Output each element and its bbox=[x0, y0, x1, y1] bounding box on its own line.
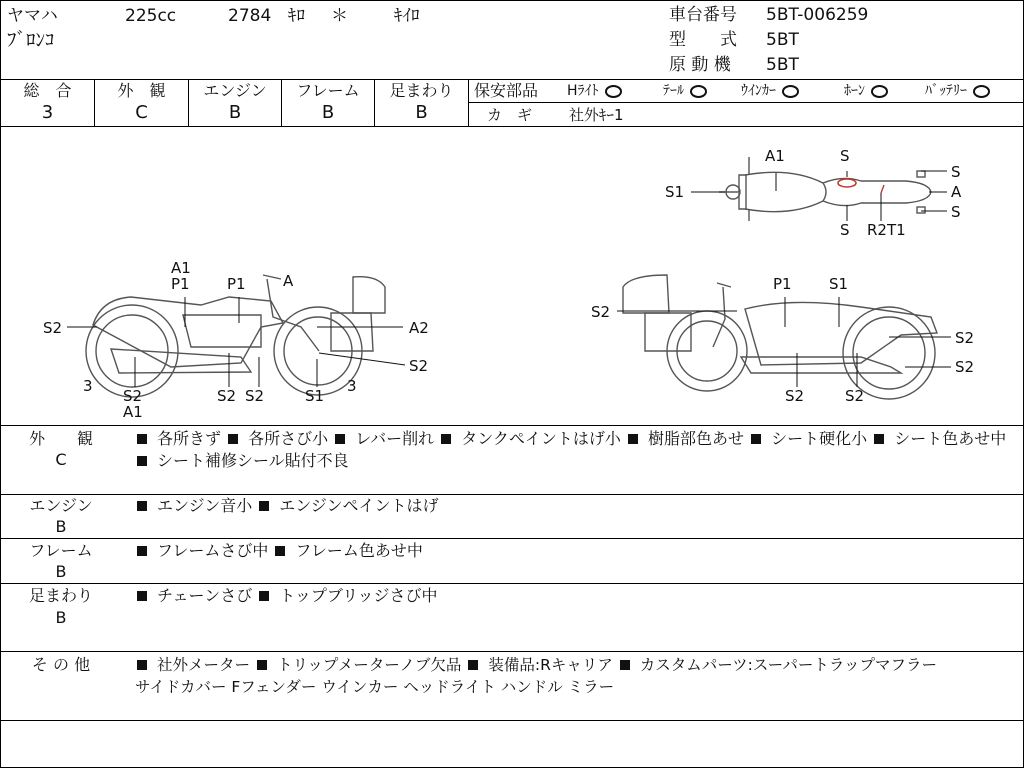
section-items bbox=[135, 495, 1015, 517]
section-exterior bbox=[1, 426, 1023, 495]
grade-value: B bbox=[321, 102, 335, 123]
mark-label: S bbox=[951, 163, 961, 181]
mark-label: S2 bbox=[245, 387, 265, 405]
key-value: 社外ｷｰ1 bbox=[569, 106, 624, 124]
finding-text: フレームさび中 bbox=[157, 541, 269, 560]
mark-label: S bbox=[840, 221, 850, 239]
bullet-square-icon bbox=[137, 660, 147, 670]
mark-label: A bbox=[951, 183, 962, 201]
finding-text: トリップメーターノブ欠品 bbox=[276, 656, 462, 674]
section-engine bbox=[1, 495, 1023, 539]
header bbox=[1, 1, 1023, 80]
finding-item bbox=[226, 429, 328, 448]
safety-item-winker bbox=[741, 81, 799, 101]
top-view-marks bbox=[665, 147, 962, 239]
mark-label: R2T1 bbox=[867, 221, 906, 239]
finding-item bbox=[135, 429, 221, 448]
finding-item bbox=[255, 656, 461, 674]
bullet-square-icon bbox=[751, 434, 761, 444]
finding-text: トップブリッジさび中 bbox=[279, 586, 438, 605]
bullet-square-icon bbox=[441, 434, 451, 444]
mark-label: S2 bbox=[845, 387, 865, 405]
finding-text: シート硬化小 bbox=[771, 429, 868, 448]
left-view-drawing bbox=[86, 275, 385, 397]
mark-label: S2 bbox=[217, 387, 237, 405]
grade-overall bbox=[1, 80, 95, 126]
bullet-square-icon bbox=[137, 591, 147, 601]
section-items bbox=[135, 654, 1015, 676]
finding-text: カスタムパーツ:スーパートラップマフラー bbox=[639, 656, 938, 674]
safety-item-label: ｳｲﾝｶｰ bbox=[741, 83, 776, 99]
section-category: エンジン bbox=[29, 496, 93, 515]
safety-item-label: ﾃｰﾙ bbox=[663, 83, 684, 99]
section-other bbox=[1, 652, 1023, 721]
grade-value: B bbox=[228, 102, 242, 123]
mark-label: A1 bbox=[123, 403, 143, 421]
bullet-square-icon bbox=[259, 591, 269, 601]
maker: ヤマハ bbox=[7, 6, 58, 26]
engine-type: 5BT bbox=[766, 55, 799, 75]
section-items bbox=[135, 428, 1015, 472]
finding-item bbox=[749, 429, 867, 448]
ok-circle-icon bbox=[690, 85, 707, 98]
grade-frame bbox=[282, 80, 375, 126]
displacement: 225cc bbox=[125, 6, 177, 26]
mark-label: 3 bbox=[83, 377, 93, 395]
finding-item bbox=[257, 496, 438, 515]
finding-item bbox=[135, 541, 268, 560]
grade-suspension bbox=[375, 80, 469, 126]
safety-item-headlight bbox=[567, 81, 622, 101]
ok-circle-icon bbox=[973, 85, 990, 98]
mark-label: 3 bbox=[347, 377, 357, 395]
mark-label: S2 bbox=[955, 358, 975, 376]
section-grade: B bbox=[55, 608, 67, 627]
bullet-square-icon bbox=[468, 660, 478, 670]
section-category: 足まわり bbox=[28, 586, 93, 605]
grade-value: 3 bbox=[41, 102, 54, 123]
grade-label: 足まわり bbox=[389, 81, 454, 100]
mark-label: S1 bbox=[829, 275, 849, 293]
mark-label: A2 bbox=[409, 319, 429, 337]
mark-label: A1 bbox=[171, 259, 191, 277]
finding-text: タンクペイントはげ小 bbox=[461, 429, 621, 448]
finding-item bbox=[135, 496, 252, 515]
safety-item-horn bbox=[844, 81, 888, 101]
finding-item bbox=[135, 656, 250, 674]
frame-number-label: 車台番号 bbox=[669, 5, 737, 25]
finding-text: 各所さび小 bbox=[248, 429, 329, 448]
safety-label: 保安部品 bbox=[474, 81, 539, 100]
key-label: カ ギ bbox=[487, 106, 533, 124]
bullet-square-icon bbox=[137, 434, 147, 444]
finding-text: 樹脂部色あせ bbox=[647, 429, 744, 448]
section-suspension bbox=[1, 584, 1023, 652]
finding-text: エンジン音小 bbox=[157, 496, 253, 515]
top-view-drawing bbox=[719, 157, 931, 221]
section-frame bbox=[1, 539, 1023, 584]
grade-value: C bbox=[135, 102, 148, 123]
mark-label: P1 bbox=[227, 275, 246, 293]
bullet-square-icon bbox=[335, 434, 345, 444]
section-items bbox=[135, 540, 1015, 562]
other-extra-line: サイドカバー Fフェンダー ウインカー ヘッドライト ハンドル ミラー bbox=[135, 678, 615, 696]
grade-label: フレーム bbox=[296, 81, 360, 100]
motorcycle-diagram bbox=[1, 127, 1023, 425]
finding-text: 各所きず bbox=[157, 429, 222, 448]
bullet-square-icon bbox=[620, 660, 630, 670]
mileage-unit: ｷﾛ bbox=[288, 6, 305, 26]
finding-item bbox=[135, 451, 349, 470]
finding-item bbox=[872, 429, 1006, 448]
mark-label: S2 bbox=[591, 303, 611, 321]
mark-label: P1 bbox=[773, 275, 792, 293]
safety-item-label: ﾎｰﾝ bbox=[844, 83, 865, 99]
mileage-mark: ＊ bbox=[331, 6, 348, 26]
bullet-square-icon bbox=[275, 546, 285, 556]
grade-exterior bbox=[95, 80, 189, 126]
grade-engine bbox=[189, 80, 282, 126]
finding-item bbox=[466, 656, 613, 674]
finding-text: チェーンさび bbox=[157, 586, 253, 605]
mark-label: P1 bbox=[171, 275, 190, 293]
finding-text: 社外メーター bbox=[157, 656, 251, 674]
section-grade: B bbox=[55, 517, 67, 536]
finding-text: 装備品:Rキャリア bbox=[488, 656, 613, 674]
finding-text: レバー削れ bbox=[355, 429, 435, 448]
mark-label: S2 bbox=[43, 319, 63, 337]
safety-item-label: ﾊﾞｯﾃﾘｰ bbox=[925, 83, 967, 99]
finding-item bbox=[626, 429, 744, 448]
mark-label: S bbox=[840, 147, 850, 165]
mark-label: S2 bbox=[123, 387, 143, 405]
bullet-square-icon bbox=[137, 456, 147, 466]
safety-row bbox=[469, 80, 1023, 103]
frame-number: 5BT-006259 bbox=[766, 5, 869, 25]
model-type-label: 型 式 bbox=[669, 30, 737, 50]
safety-item-battery bbox=[925, 81, 990, 101]
section-category: フレーム bbox=[29, 541, 93, 560]
mark-label: S2 bbox=[785, 387, 805, 405]
ok-circle-icon bbox=[871, 85, 888, 98]
bullet-square-icon bbox=[137, 501, 147, 511]
finding-item bbox=[135, 586, 252, 605]
mark-label: S1 bbox=[305, 387, 325, 405]
mileage-note: ｷｲﾛ bbox=[394, 6, 420, 26]
section-category: 外 観 bbox=[28, 429, 93, 448]
section-grade: C bbox=[55, 450, 67, 469]
section-items bbox=[135, 585, 1015, 607]
mark-label: A bbox=[283, 272, 294, 290]
finding-item bbox=[618, 656, 937, 674]
finding-text: シート色あせ中 bbox=[894, 429, 1007, 448]
ok-circle-icon bbox=[782, 85, 799, 98]
mark-label: A1 bbox=[765, 147, 785, 165]
grade-value: B bbox=[415, 102, 428, 123]
safety-item-label: Hﾗｲﾄ bbox=[567, 83, 599, 99]
grade-label: 総 合 bbox=[23, 81, 72, 100]
bullet-square-icon bbox=[874, 434, 884, 444]
grade-label: エンジン bbox=[203, 81, 267, 100]
bullet-square-icon bbox=[628, 434, 638, 444]
bullet-square-icon bbox=[228, 434, 238, 444]
ok-circle-icon bbox=[605, 85, 622, 98]
finding-item bbox=[439, 429, 621, 448]
damage-diagram bbox=[1, 127, 1023, 426]
mark-label: S2 bbox=[409, 357, 429, 375]
mark-label: S bbox=[951, 203, 961, 221]
finding-item bbox=[333, 429, 434, 448]
model-type: 5BT bbox=[766, 30, 799, 50]
mark-label: S1 bbox=[665, 183, 685, 201]
safety-parts bbox=[469, 80, 1023, 126]
finding-item bbox=[273, 541, 422, 560]
bullet-square-icon bbox=[257, 660, 267, 670]
grade-label: 外 観 bbox=[117, 81, 166, 100]
bullet-square-icon bbox=[259, 501, 269, 511]
mark-label: S2 bbox=[955, 329, 975, 347]
section-grade: B bbox=[55, 562, 67, 581]
bullet-square-icon bbox=[137, 546, 147, 556]
finding-text: フレーム色あせ中 bbox=[295, 541, 423, 560]
finding-item bbox=[257, 586, 437, 605]
engine-type-label: 原 動 機 bbox=[669, 55, 731, 75]
finding-text: シート補修シール貼付不良 bbox=[157, 451, 349, 470]
left-view-marks bbox=[43, 259, 429, 421]
model-name: ﾌﾞﾛﾝｺ bbox=[7, 29, 55, 51]
section-category: そ の 他 bbox=[31, 655, 91, 674]
finding-text: エンジンペイントはげ bbox=[279, 496, 439, 515]
right-view-marks bbox=[591, 275, 974, 405]
safety-item-tail bbox=[663, 81, 707, 101]
mileage: 2784 bbox=[228, 6, 272, 26]
